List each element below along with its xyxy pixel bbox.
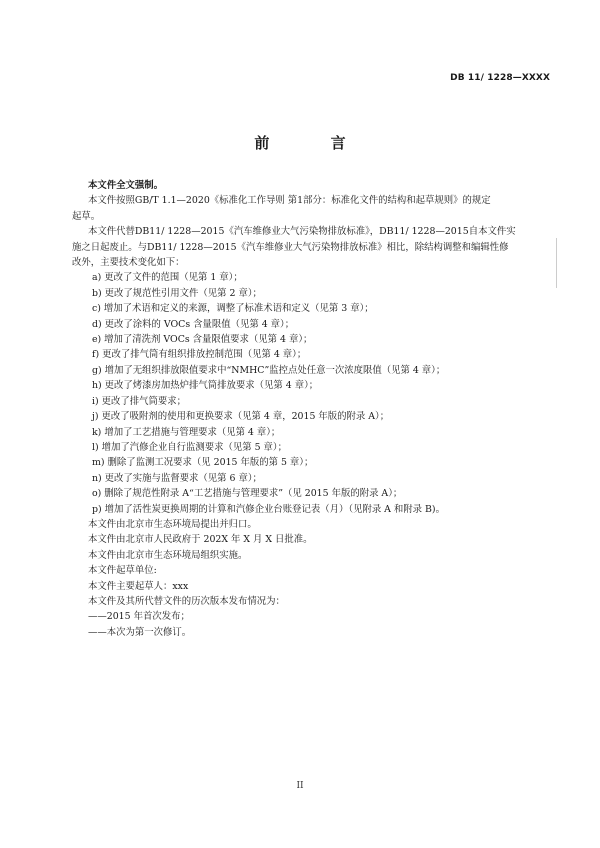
closing-line: 本文件起草单位: <box>88 565 157 577</box>
standard-number: DB 11/ 1228—XXXX <box>450 73 550 83</box>
change-item: n) 更改了实施与监督要求（见第 6 章）； <box>92 472 262 484</box>
change-item: k) 增加了工艺措施与管理要求（见第 4 章）； <box>92 426 281 438</box>
change-item: h) 更改了烤漆房加热炉排气筒排放要求（见第 4 章）； <box>92 380 319 392</box>
change-item: f) 更改了排气筒有组织排放控制范围（见第 4 章）； <box>92 349 307 361</box>
change-item: o) 删除了规范性附录 A“工艺措施与管理要求”（见 2015 年版的附录 A）； <box>92 488 403 500</box>
page-title: 前 言 <box>254 134 374 152</box>
closing-line: 本文件主要起草人：xxx <box>88 580 189 592</box>
closing-line: 本文件由北京市人民政府于 202X 年 X 月 X 日批准。 <box>88 534 313 546</box>
mandatory-statement: 本文件全文强制。 <box>88 180 164 191</box>
change-list <box>88 270 550 517</box>
change-item: b) 更改了规范性引用文件（见第 2 章）； <box>92 287 262 299</box>
change-item: d) 更改了涂料的 VOCs 含量限值（见第 4 章）； <box>92 318 295 330</box>
change-item: l) 增加了汽修企业自行监测要求（见第 5 章）； <box>92 441 287 453</box>
change-item: c) 增加了术语和定义的来源，调整了标准术语和定义（见第 3 章）； <box>92 303 374 315</box>
closing-line: 本文件由北京市生态环境局组织实施。 <box>88 549 248 561</box>
drafting-rule-line-1: 本文件按照GB/T 1.1—2020《标准化工作导则 第1部分：标准化文件的结构和起草规则》的规定 <box>88 195 491 207</box>
drafting-rule-line-2: 起草。 <box>72 210 101 222</box>
closing-line: 本文件由北京市生态环境局提出并归口。 <box>88 518 257 530</box>
change-item: m) 删除了监测工况要求（见 2015 年版的第 5 章）； <box>92 457 314 469</box>
change-item: j) 更改了吸附剂的使用和更换要求（见第 4 章，2015 年版的附录 A）； <box>92 411 390 423</box>
replacement-line-1: 本文件代替DB11/ 1228—2015《汽车维修业大气污染物排放标准》，DB11/ 1228—2015自本文件实 <box>88 226 516 238</box>
change-item: i) 更改了排气筒要求； <box>92 395 187 407</box>
margin-divider <box>556 238 557 288</box>
replacement-line-2: 施之日起废止。与DB11/ 1228—2015《汽车维修业大气污染物排放标准》相比，除结构调整和编辑性修 <box>72 241 509 253</box>
change-item: p) 增加了活性炭更换周期的计算和汽修企业台账登记表（月）（见附录 A 和附录 B)。 <box>92 503 445 515</box>
page-number: II <box>296 781 304 791</box>
replacement-line-3: 改外，主要技术变化如下： <box>72 257 185 269</box>
closing-section <box>88 517 550 640</box>
closing-line: ——本次为第一次修订。 <box>88 626 192 638</box>
closing-line: ——2015 年首次发布； <box>88 611 190 623</box>
change-item: e) 增加了清洗剂 VOCs 含量限值要求（见第 4 章）； <box>92 334 313 346</box>
change-item: g) 增加了无组织排放限值要求中“NMHC”监控点处任意一次浓度限值（见第 4 章）； <box>92 364 446 376</box>
closing-line: 本文件及其所代替文件的历次版本发布情况为： <box>88 595 285 607</box>
foreword-body <box>72 178 550 640</box>
change-item: a) 更改了文件的范围（见第 1 章）； <box>92 272 243 284</box>
